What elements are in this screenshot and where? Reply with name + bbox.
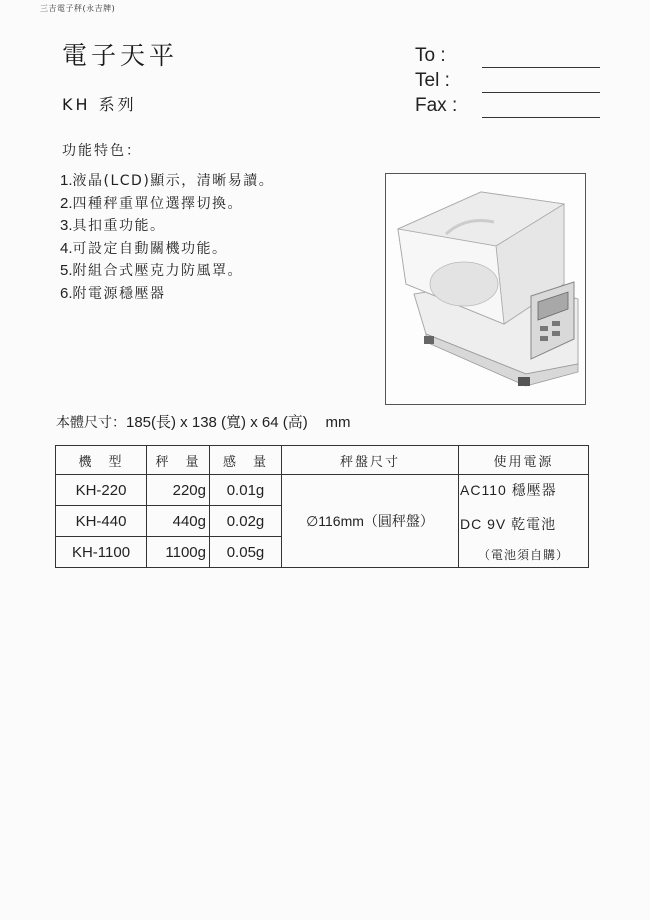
header-model: 機 型 xyxy=(56,446,147,475)
power-ac: AC110 穩壓器 xyxy=(460,481,557,498)
model-cell: KH-220 xyxy=(56,475,147,506)
readability-cell: 0.02g xyxy=(210,506,282,537)
readability-cell: 0.01g xyxy=(210,475,282,506)
header-capacity: 秤 量 xyxy=(147,446,210,475)
dimensions-value: 185(長) x 138 (寬) x 64 (高) xyxy=(126,414,308,431)
fax-field xyxy=(415,95,600,119)
spec-table xyxy=(55,445,589,568)
capacity-cell: 440g xyxy=(147,506,210,537)
to-blank-line xyxy=(482,67,600,68)
feature-item: 2.四種秤重單位選擇切換。 xyxy=(60,194,244,212)
model-cell: KH-1100 xyxy=(56,537,147,568)
header-pan-size: 秤盤尺寸 xyxy=(282,446,459,475)
pan-size-cell: ∅116mm（圓秤盤） xyxy=(282,475,459,568)
product-photo xyxy=(385,173,586,405)
header-readability: 感 量 xyxy=(210,446,282,475)
capacity-cell: 220g xyxy=(147,475,210,506)
power-cell xyxy=(459,475,589,568)
company-note: 三吉電子秤(永吉牌) xyxy=(40,4,116,13)
feature-item: 5.附組合式壓克力防風罩。 xyxy=(60,262,244,280)
features-heading: 功能特色： xyxy=(62,143,142,159)
fax-blank-line xyxy=(482,117,600,118)
tel-field xyxy=(415,70,600,94)
fax-label: Fax : xyxy=(415,95,458,116)
balance-illustration xyxy=(386,174,585,404)
power-dc: DC 9V 乾電池 xyxy=(460,515,557,532)
feature-item: 6.附電源穩壓器 xyxy=(60,284,166,302)
series-label: KH 系列 xyxy=(62,95,137,114)
header-power: 使用電源 xyxy=(459,446,589,475)
feature-item: 1.液晶(LCD)顯示，清晰易讀。 xyxy=(60,172,275,189)
dimensions xyxy=(56,411,351,432)
feature-item: 3.具扣重功能。 xyxy=(60,217,166,235)
feature-list xyxy=(60,170,274,306)
to-field xyxy=(415,45,600,69)
dimensions-unit: mm xyxy=(325,414,351,431)
tel-blank-line xyxy=(482,92,600,93)
to-label: To : xyxy=(415,45,446,66)
model-cell: KH-440 xyxy=(56,506,147,537)
tel-label: Tel : xyxy=(415,70,450,91)
readability-cell: 0.05g xyxy=(210,537,282,568)
table-row xyxy=(56,475,589,506)
feature-item: 4.可設定自動關機功能。 xyxy=(60,239,228,257)
table-header-row xyxy=(56,446,589,475)
dimensions-label: 本體尺寸： xyxy=(56,415,126,431)
power-note: （電池須自購） xyxy=(477,547,569,562)
capacity-cell: 1100g xyxy=(147,537,210,568)
page-title: 電子天平 xyxy=(62,41,179,70)
